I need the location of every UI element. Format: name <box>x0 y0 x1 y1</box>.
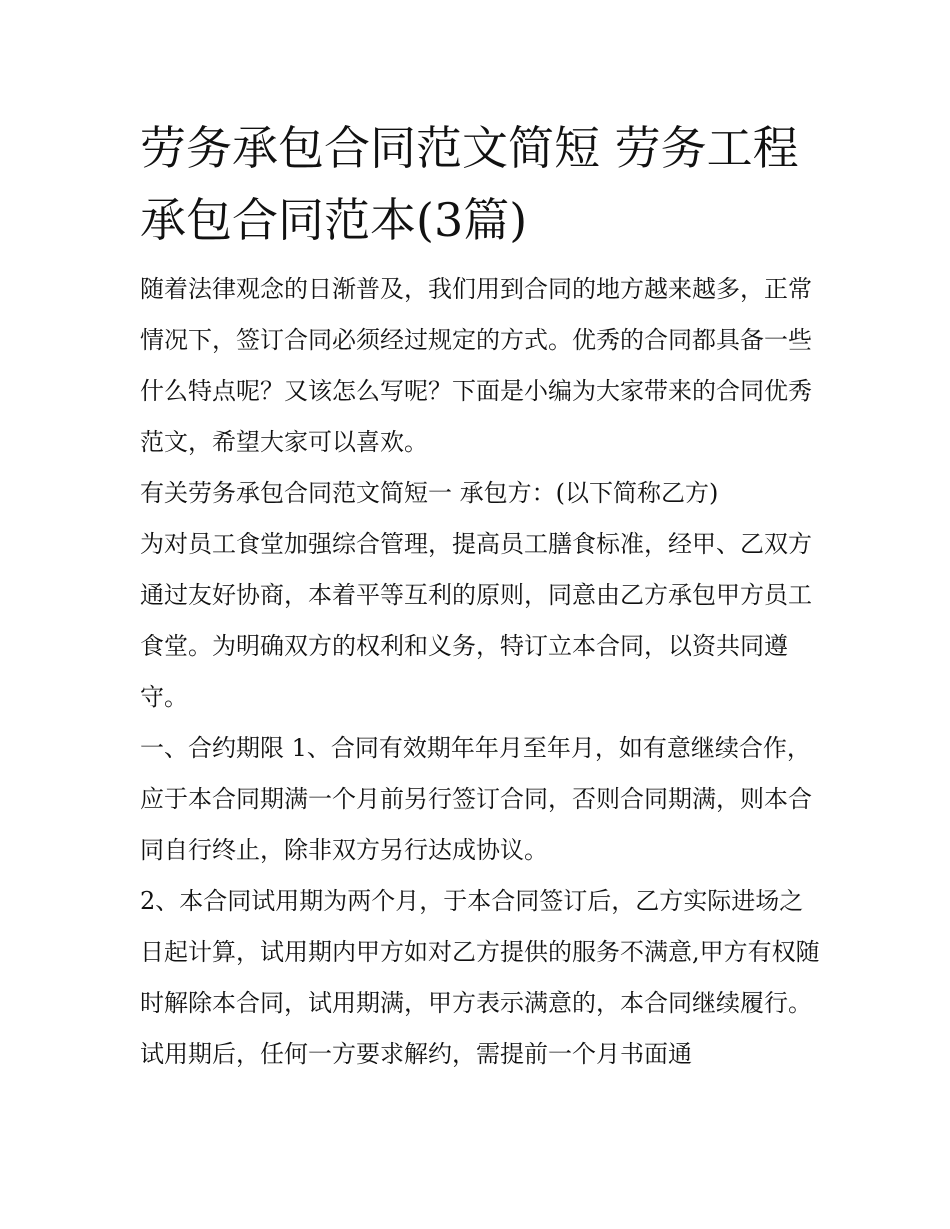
paragraph-purpose: 为对员工食堂加强综合管理，提高员工膳食标准，经甲、乙双方通过友好协商，本着平等互利的原则，同意由乙方承包甲方员工食堂。为明确双方的权利和义务，特订立本合同，以资共同遵守。 <box>140 530 812 711</box>
paragraph-term: 一、合约期限 1、合同有效期年年月至年月，如有意继续合作，应于本合同期满一个月前另行签订合同，否则合同期满，则本合同自行终止，除非双方另行达成协议。 <box>140 734 812 864</box>
paragraph-trial-period: 2、本合同试用期为两个月，于本合同签订后，乙方实际进场之日起计算，试用期内甲方如对乙方提供的服务不满意,甲方有权随时解除本合同，试用期满，甲方表示满意的，本合同继续履行。试用期后，任何一方要求解约，需提前一个月书面通 <box>140 887 820 1068</box>
document-title: 劳务承包合同范文简短 劳务工程承包合同范本(3篇) <box>140 121 799 247</box>
paragraph-intro: 随着法律观念的日渐普及，我们用到合同的地方越来越多，正常情况下，签订合同必须经过规定的方式。优秀的合同都具备一些什么特点呢？又该怎么写呢？下面是小编为大家带来的合同优秀范文，希望大家可以喜欢。 <box>140 275 812 456</box>
document-body <box>140 112 820 1080</box>
paragraph-section-heading: 有关劳务承包合同范文简短一 承包方：(以下简称乙方) <box>140 479 719 507</box>
